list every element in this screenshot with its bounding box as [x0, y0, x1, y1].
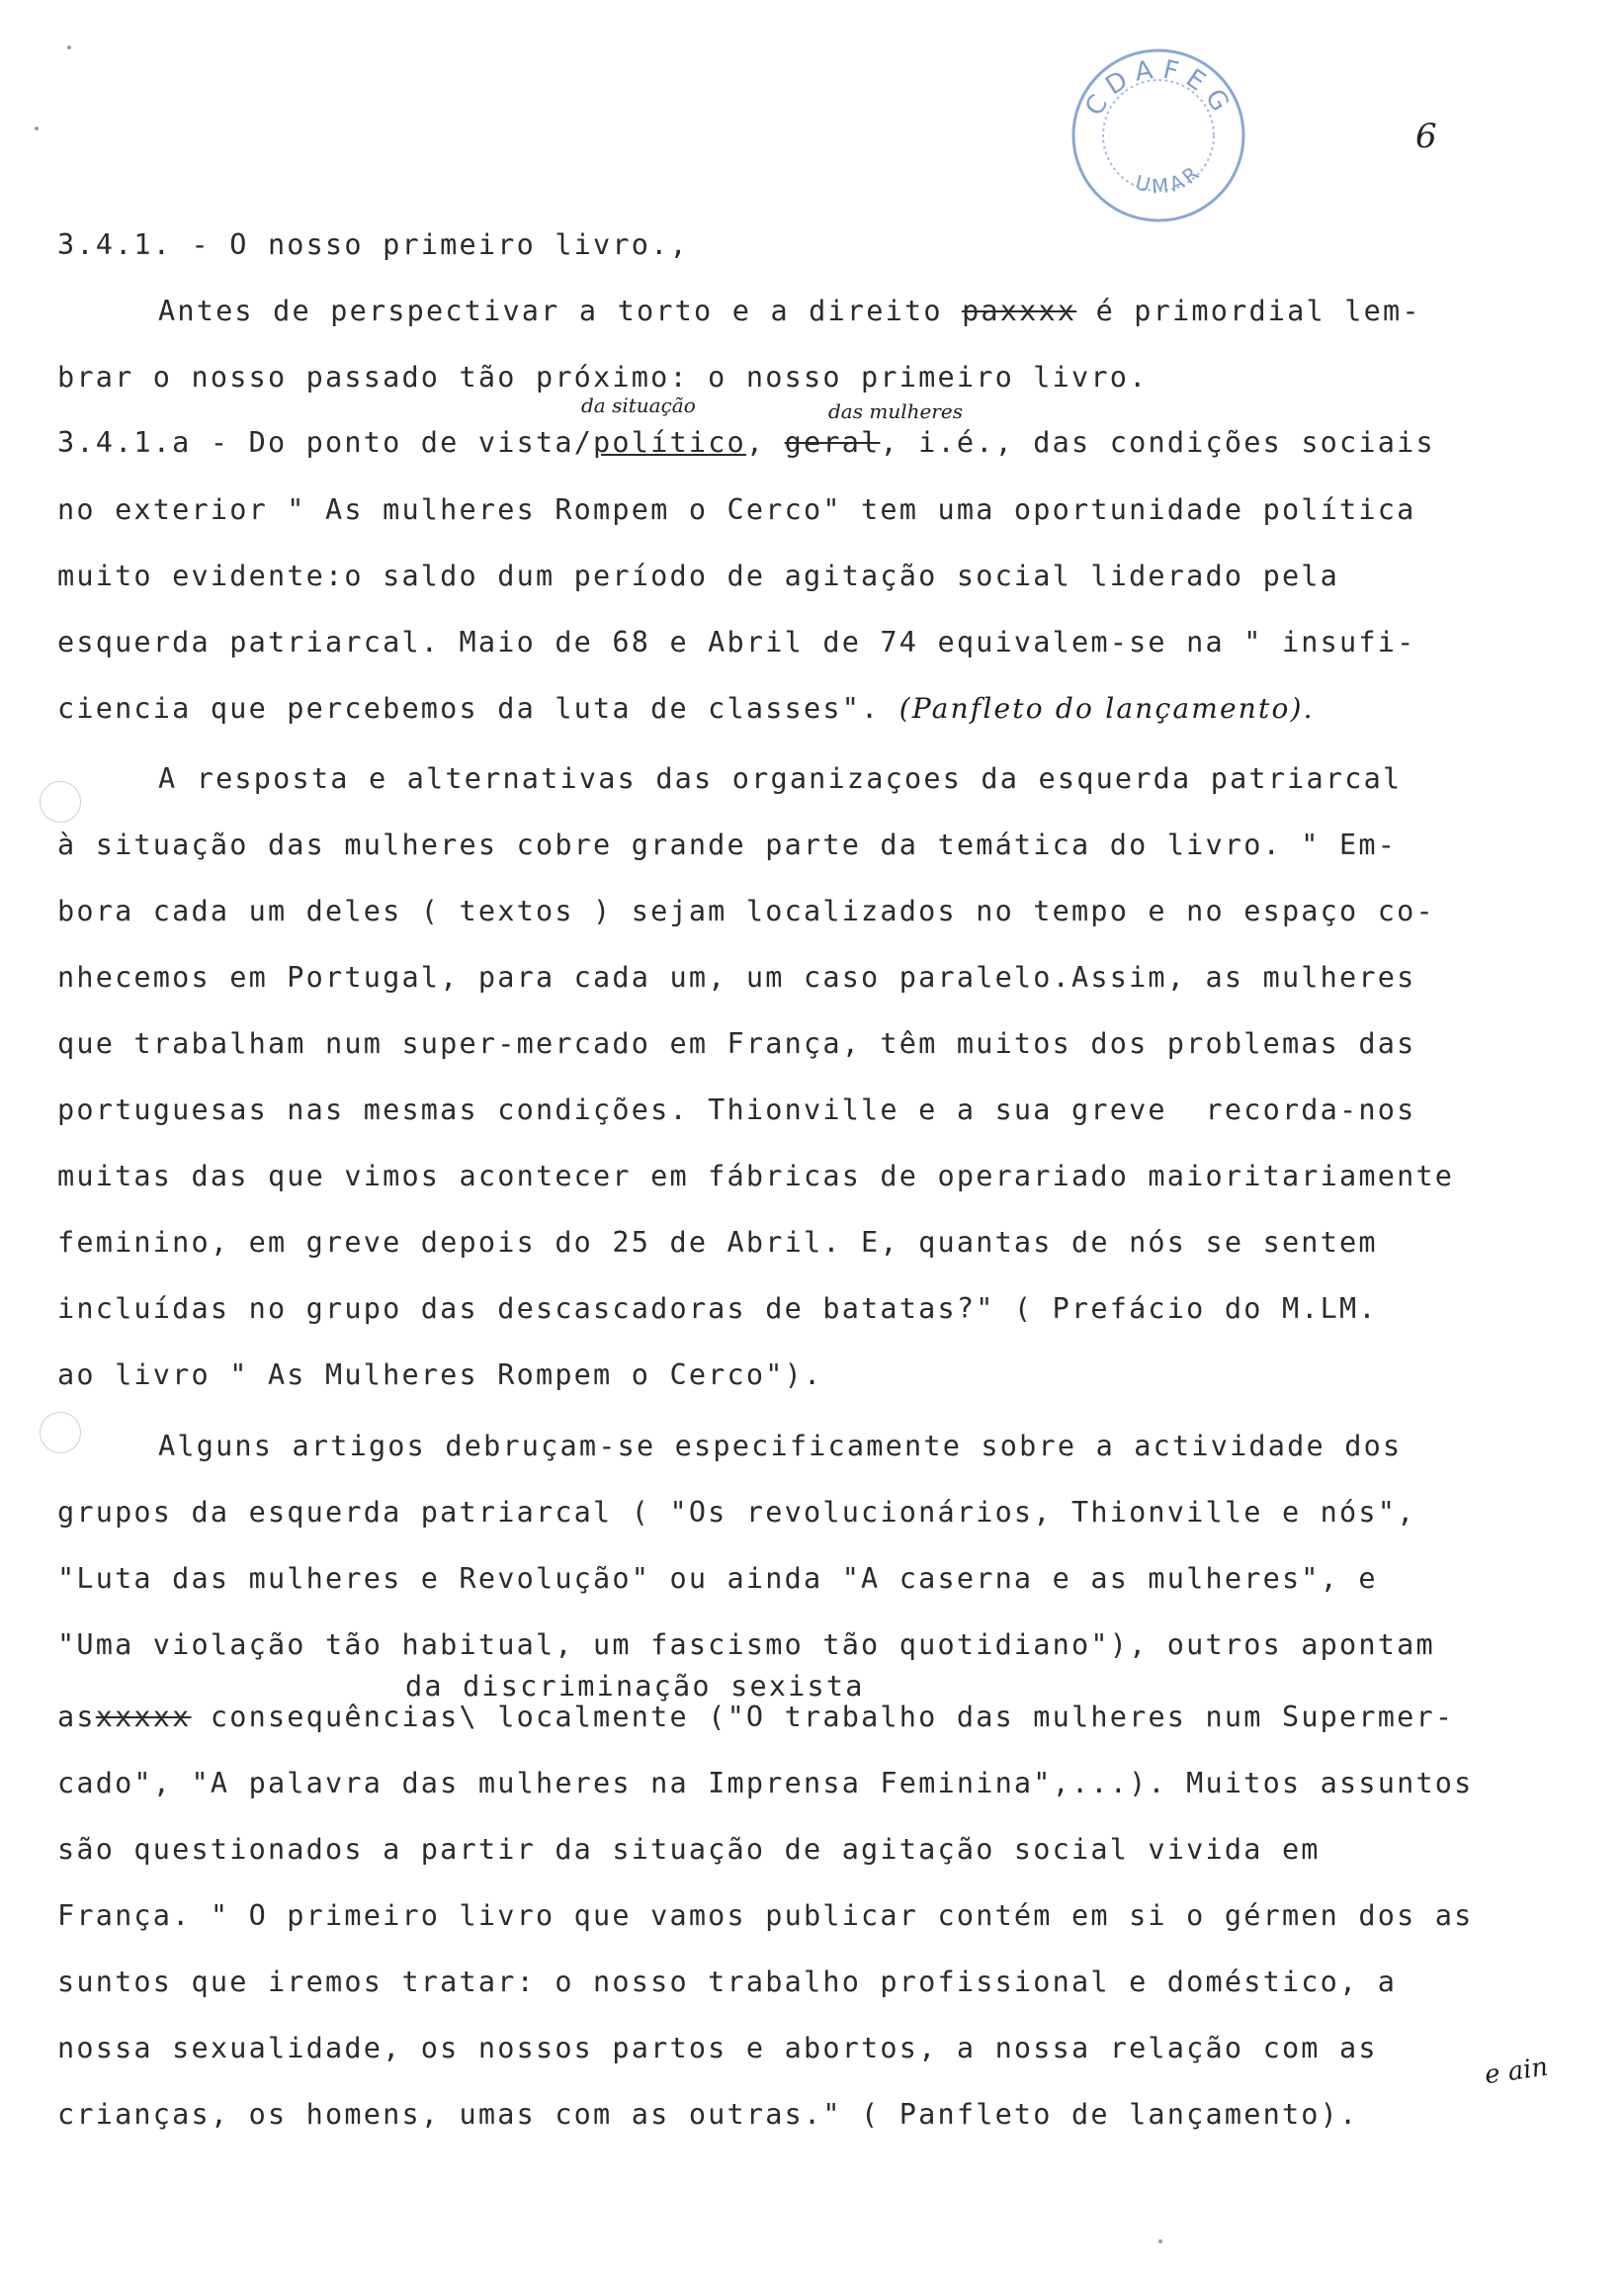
- text-span: é primordial lem-: [1095, 295, 1421, 327]
- text-line: incluídas no grupo das descascadoras de batatas?" ( Prefácio do M.LM.: [57, 1292, 1378, 1325]
- text-line: que trabalham num super-mercado em França, têm muitos dos problemas das: [57, 1027, 1416, 1060]
- paper-speck: [1158, 2239, 1162, 2243]
- text-span: 3.4.1.a - Do ponto de vista: [57, 426, 574, 459]
- text-line: ao livro " As Mulheres Rompem o Cerco").: [57, 1358, 823, 1391]
- struck-word: paxxxx: [962, 295, 1077, 327]
- text-line: à situação das mulheres cobre grande parte da temática do livro. " Em-: [57, 829, 1398, 861]
- struck-word: geral: [784, 426, 881, 459]
- typed-insertion: da discriminação sexista: [405, 1670, 865, 1703]
- handwritten-citation: (Panfleto do lançamento).: [898, 692, 1315, 725]
- text-line: brar o nosso passado tão próximo: o nosso primeiro livro.: [57, 361, 1149, 394]
- insert-mark: \: [459, 1701, 478, 1733]
- punch-hole-mark: [40, 781, 81, 823]
- struck-word: xxxxx: [95, 1701, 192, 1733]
- text-line: suntos que iremos tratar: o nosso trabalho profissional e doméstico, a: [57, 1966, 1398, 1998]
- text-line: esquerda patriarcal. Maio de 68 e Abril de 74 equivalem-se na " insufi-: [57, 626, 1416, 658]
- page-number: 6: [1415, 117, 1437, 156]
- text-line: no exterior " As mulheres Rompem o Cerco" tem uma oportunidade política: [57, 493, 1416, 526]
- handwritten-insertion: das mulheres: [828, 399, 963, 423]
- text-line: muito evidente:o saldo dum período de agitação social liderado pela: [57, 560, 1340, 592]
- text-line: crianças, os homens, umas com as outras." ( Panfleto de lançamento).: [57, 2098, 1359, 2131]
- paper-speck: [35, 127, 39, 131]
- text-line: cado", "A palavra das mulheres na Imprensa Feminina",...). Muitos assuntos: [57, 1767, 1474, 1799]
- text-line: [57, 689, 1580, 729]
- text-line: grupos da esquerda patriarcal ( "Os revolucionários, Thionville e nós",: [57, 1496, 1416, 1529]
- text-line: nossa sexualidade, os nossos partos e abortos, a nossa relação com as: [57, 2032, 1378, 2064]
- underlined-word: político: [593, 426, 746, 459]
- text-span: ciencia que percebemos da luta de classes".: [57, 692, 881, 725]
- text-line: "Luta das mulheres e Revolução" ou ainda "A caserna e as mulheres", e: [57, 1562, 1378, 1595]
- text-line: feminino, em greve depois do 25 de Abril. E, quantas de nós se sentem: [57, 1226, 1378, 1259]
- text-line: bora cada um deles ( textos ) sejam localizados no tempo e no espaço co-: [57, 895, 1435, 927]
- cdafeg-umar-stamp: [1068, 44, 1250, 227]
- section-heading: 3.4.1. - O nosso primeiro livro.,: [57, 228, 689, 261]
- paper-speck: [67, 45, 71, 49]
- text-line: "Uma violação tão habitual, um fascismo tão quotidiano"), outros apontam: [57, 1628, 1435, 1661]
- text-line: são questionados a partir da situação de agitação social vivida em: [57, 1833, 1321, 1866]
- punch-hole-mark: [40, 1412, 81, 1453]
- svg-text:CDAFEG: CDAFEG: [1079, 54, 1239, 124]
- text-line: França. " O primeiro livro que vamos publicar contém em si o gérmen dos as: [57, 1899, 1474, 1932]
- handwritten-insertion: da situação: [581, 394, 696, 417]
- text-line: [158, 292, 1624, 331]
- text-line: nhecemos em Portugal, para cada um, um caso paralelo.Assim, as mulheres: [57, 961, 1416, 994]
- text-line: portuguesas nas mesmas condições. Thionville e a sua greve recorda-nos: [57, 1093, 1416, 1126]
- text-line: 3.4.1.a - Do ponto de vista/político, geral, i.é., das condições sociais: [57, 426, 1435, 459]
- text-line: A resposta e alternativas das organizaçoes da esquerda patriarcal: [158, 762, 1403, 795]
- text-line: muitas das que vimos acontecer em fábricas de operariado maioritariamente: [57, 1160, 1455, 1192]
- text-span: localmente ("O trabalho das mulheres num Supermer-: [477, 1701, 1455, 1733]
- text-span: consequências: [191, 1701, 460, 1733]
- insert-slash: /: [573, 426, 594, 459]
- text-span: as: [57, 1701, 96, 1733]
- svg-text:UMAR: UMAR: [1133, 158, 1207, 199]
- handwritten-continuation: e ain: [1483, 2052, 1550, 2091]
- text-span: Antes de perspectivar a torto e a direito: [158, 295, 943, 327]
- text-line: [57, 1698, 1580, 1737]
- text-line: Alguns artigos debruçam-se especificamente sobre a actividade dos: [158, 1430, 1403, 1462]
- text-span: , i.é., das condições sociais: [880, 426, 1435, 459]
